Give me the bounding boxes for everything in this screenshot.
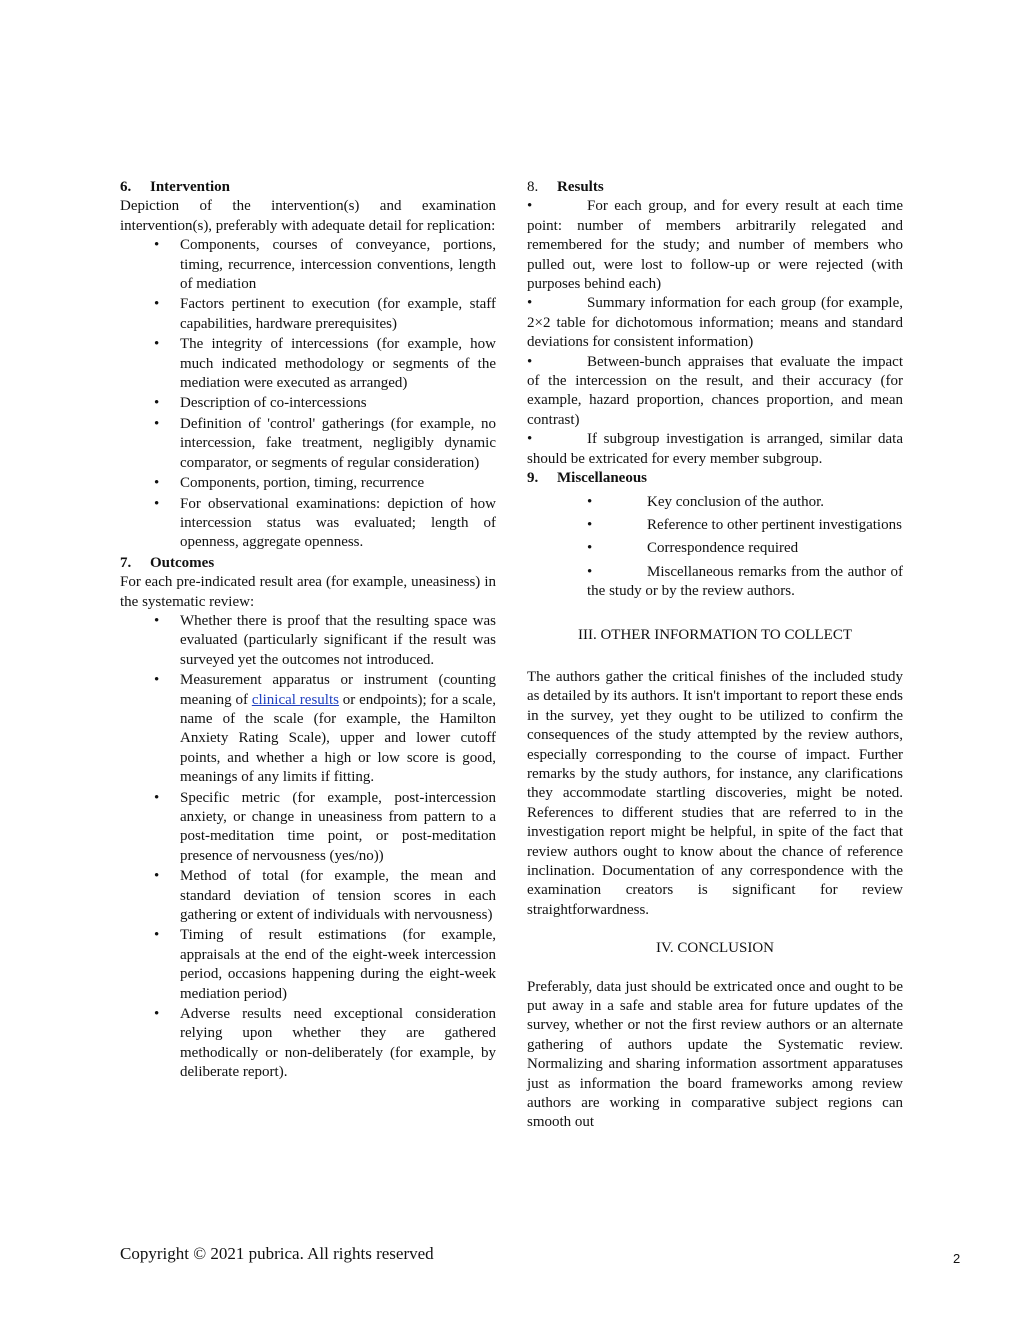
list-item: • Timing of result estimations (for example, appraisals at the end of the eight-week intercession period, occasions happening during the eight-week mediation period) [180,926,496,1004]
results-paragraph: • Summary information for each group (for example, 2×2 table for dichotomous information; means and standard deviations for consistent information) [527,295,903,351]
list-item: • Factors pertinent to execution (for example, staff capabilities, hardware prerequisites) [180,295,496,334]
clinical-results-link[interactable]: clinical results [251,691,339,708]
page-number: 2 [953,1251,961,1266]
section-4-title: IV. CONCLUSION [655,940,775,957]
section-7-intro: For each pre-indicated result area (for example, uneasiness) in the systematic review: [120,574,496,610]
section-9-heading: 9. Miscellaneous [527,470,647,487]
list-item: • Measurement apparatus or instrument (counting meaning of clinical results or endpoints); for a scale, name of the scale (for example, the Hamilton Anxiety Rating Scale), upper and lower cutoff points, and whether a high or low score is good, meanings of any limits if fitting. [180,671,496,787]
section-3-body: The authors gather the critical finishes of the included study as detailed by its authors. It isn't important to report these ends in the survey, yet they ought to be utilized to confirm the consequences of the study attempted by the review authors, especially corresponding to the course of impact. Further remarks by the study authors, for instance, any clarifications they accommodate startling discoveries, might be noted. References to different studies that are referred to in the investigation report might be helpful, in spite of the fact that review authors ought to know about the chance of reference inclination. Documentation of any correspondence with the examination creators is significant for review straightforwardness. [527,668,903,918]
copyright-footer: Copyright © 2021 pubrica. All rights reserved [120,1244,434,1263]
section-3-title: III. OTHER INFORMATION TO COLLECT [577,626,852,643]
list-item: • Method of total (for example, the mean and standard deviation of tension scores in each gathering or extent of individuals with nervousness) [180,867,496,925]
list-item: • Specific metric (for example, post-intercession anxiety, or change in uneasiness from pattern to a post-meditation time point, or post-meditation presence of nervousness (yes/no)) [180,789,496,867]
section-6-intro: Depiction of the intervention(s) and examination intervention(s), preferably with adequate detail for replication: [120,198,496,234]
list-item: • For observational examinations: depiction of how intercession status was evaluated; length of openness, aggregate openness. [180,495,496,553]
list-item: • Whether there is proof that the resulting space was evaluated (particularly significant if the result was surveyed yet the outcomes not introduced. [180,612,496,670]
results-paragraph: • For each group, and for every result at each time point: number of members arbitrarily relegated and remembered for the study; and number of members who pulled out, were lost to follow-up or were rejected (with purposes behind each) [527,198,903,293]
list-item: • Key conclusion of the author. [587,493,825,510]
left-column [120,178,496,1084]
results-paragraph: • If subgroup investigation is arranged, similar data should be extricated for every member subgroup. [527,431,903,467]
section-9-list [527,493,903,602]
section-6-list [120,236,496,553]
section-4-body: Preferably, data just should be extricated once and ought to be put away in a safe and stable area for future updates of the survey, whether or not the first review authors or an alternate gathering of authors update the Systematic review. Normalizing and sharing information assortment apparatuses just as information the board frameworks among review authors are working in comparative subject regions can smooth out [527,978,903,1131]
list-item: • Components, portion, timing, recurrence [180,474,496,493]
list-item: • Miscellaneous remarks from the author of the study or by the review authors. [587,563,903,600]
section-7-list [120,612,496,1083]
section-6-heading: 6. Intervention [120,179,230,195]
list-item: • Adverse results need exceptional consideration relying upon whether they are gathered methodically or non-deliberately (for example, by deliberate report). [180,1005,496,1083]
list-item: • Definition of 'control' gatherings (for example, no intercession, fake treatment, negligibly dynamic comparator, or segments of regular consideration) [180,415,496,473]
right-column [527,178,903,1133]
list-item: • Description of co-intercessions [180,394,496,413]
section-7-heading: 7. Outcomes [120,554,215,571]
list-item: • Correspondence required [587,540,799,557]
section-8-heading: 8. Results [527,179,604,195]
list-item: • Components, courses of conveyance, portions, timing, recurrence, intercession conventions, length of mediation [180,236,496,294]
list-item: • Reference to other pertinent investigations [587,516,902,533]
results-paragraph: • Between-bunch appraises that evaluate the impact of the intercession on the result, and their accuracy (for example, hazard proportion, chances proportion, and mean contrast) [527,353,903,428]
list-item: • The integrity of intercessions (for example, how much indicated methodology or segments of the mediation were executed as arranged) [180,335,496,393]
